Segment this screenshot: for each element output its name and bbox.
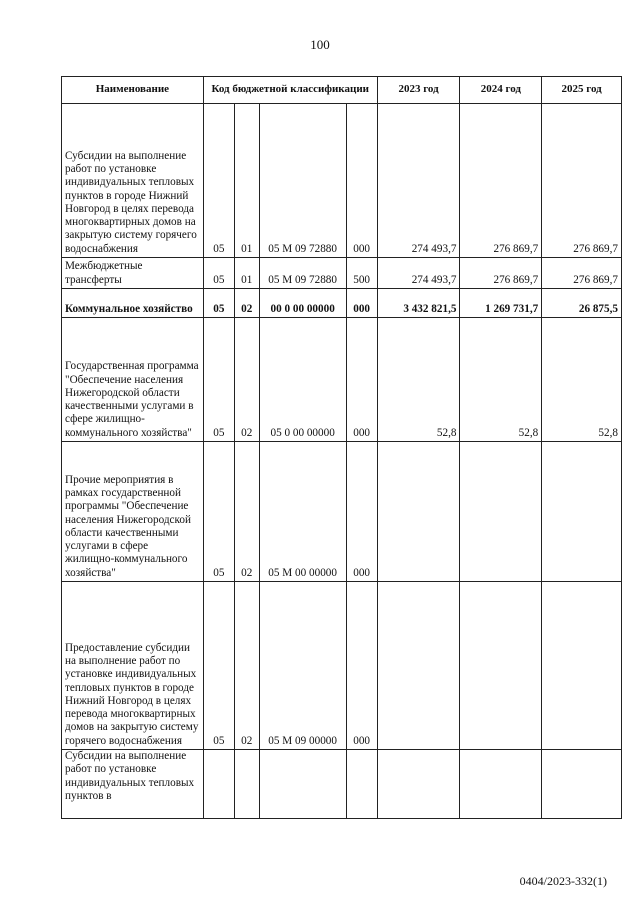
- row-target-article: 05 М 09 72880: [259, 258, 346, 289]
- row-target-article: [259, 750, 346, 819]
- row-amount-2024: [460, 582, 542, 750]
- row-amount-2024: 1 269 731,7: [460, 289, 542, 318]
- table-row: [62, 318, 622, 442]
- row-target-article: 05 М 00 00000: [259, 442, 346, 582]
- row-amount-2023: [377, 582, 460, 750]
- row-amount-2023: [377, 442, 460, 582]
- row-section: [203, 750, 234, 819]
- row-expense-type: 000: [346, 318, 377, 442]
- row-section: 05: [203, 318, 234, 442]
- row-amount-2025: 276 869,7: [542, 258, 622, 289]
- page-number: 100: [310, 37, 330, 52]
- row-section: 05: [203, 582, 234, 750]
- row-amount-2024: 276 869,7: [460, 258, 542, 289]
- header-classification: Код бюджетной классификации: [203, 77, 377, 104]
- row-name: [62, 750, 204, 819]
- row-section: 05: [203, 289, 234, 318]
- row-expense-type: 000: [346, 104, 377, 258]
- document-code: 0404/2023-332(1): [519, 874, 607, 888]
- row-amount-2025: 276 869,7: [542, 104, 622, 258]
- row-expense-type: 000: [346, 442, 377, 582]
- row-expense-type: [346, 750, 377, 819]
- row-subsection: 02: [234, 289, 259, 318]
- row-amount-2024: 276 869,7: [460, 104, 542, 258]
- row-subsection: [234, 750, 259, 819]
- row-expense-type: 000: [346, 289, 377, 318]
- row-target-article: 05 М 09 72880: [259, 104, 346, 258]
- row-amount-2025: [542, 750, 622, 819]
- row-amount-2023: 3 432 821,5: [377, 289, 460, 318]
- table-row: [62, 104, 622, 258]
- row-subsection: 02: [234, 318, 259, 442]
- row-amount-2024: [460, 442, 542, 582]
- row-expense-type: 500: [346, 258, 377, 289]
- row-amount-2023: 274 493,7: [377, 104, 460, 258]
- table-row: [62, 750, 622, 819]
- row-section: 05: [203, 258, 234, 289]
- row-amount-2023: [377, 750, 460, 819]
- header-2023: 2023 год: [377, 77, 460, 104]
- row-amount-2024: [460, 750, 542, 819]
- table-row: [62, 442, 622, 582]
- row-name: Коммунальное хозяйство: [62, 289, 204, 318]
- row-target-article: 05 0 00 00000: [259, 318, 346, 442]
- row-name: Субсидии на выполнение работ по установке индивидуальных тепловых пунктов в городе Нижний Новгород в целях перевода многоквартирных домов на закрытую систему горячего водоснабжения: [62, 104, 204, 258]
- row-amount-2025: [542, 442, 622, 582]
- row-name: Государственная программа "Обеспечение населения Нижегородской области качественными услугами в сфере жилищно-коммунального хозяйства": [62, 318, 204, 442]
- row-target-article: 05 М 09 00000: [259, 582, 346, 750]
- table-row: [62, 289, 622, 318]
- row-name: Межбюджетные трансферты: [62, 258, 204, 289]
- budget-table: [61, 76, 622, 819]
- row-amount-2024: 52,8: [460, 318, 542, 442]
- row-section: 05: [203, 442, 234, 582]
- row-subsection: 01: [234, 258, 259, 289]
- header-2024: 2024 год: [460, 77, 542, 104]
- row-amount-2023: 274 493,7: [377, 258, 460, 289]
- row-name-text: Субсидии на выполнение работ по установке индивидуальных тепловых пунктов в: [65, 750, 195, 802]
- row-section: 05: [203, 104, 234, 258]
- row-amount-2023: 52,8: [377, 318, 460, 442]
- row-name: Прочие мероприятия в рамках государственной программы "Обеспечение населения Нижегородской области качественными услугами в сфере жилищно-коммунального хозяйства": [62, 442, 204, 582]
- header-2025: 2025 год: [542, 77, 622, 104]
- row-subsection: 02: [234, 442, 259, 582]
- row-subsection: 02: [234, 582, 259, 750]
- row-name: Предоставление субсидии на выполнение работ по установке индивидуальных тепловых пунктов в городе Нижний Новгород в целях перевода многоквартирных домов на закрытую систему горячего водоснабжения: [62, 582, 204, 750]
- row-amount-2025: [542, 582, 622, 750]
- row-amount-2025: 52,8: [542, 318, 622, 442]
- table-row: [62, 258, 622, 289]
- table-row: [62, 582, 622, 750]
- row-target-article: 00 0 00 00000: [259, 289, 346, 318]
- row-amount-2025: 26 875,5: [542, 289, 622, 318]
- table-header-row: [62, 77, 622, 104]
- header-name: Наименование: [62, 77, 204, 104]
- row-expense-type: 000: [346, 582, 377, 750]
- row-subsection: 01: [234, 104, 259, 258]
